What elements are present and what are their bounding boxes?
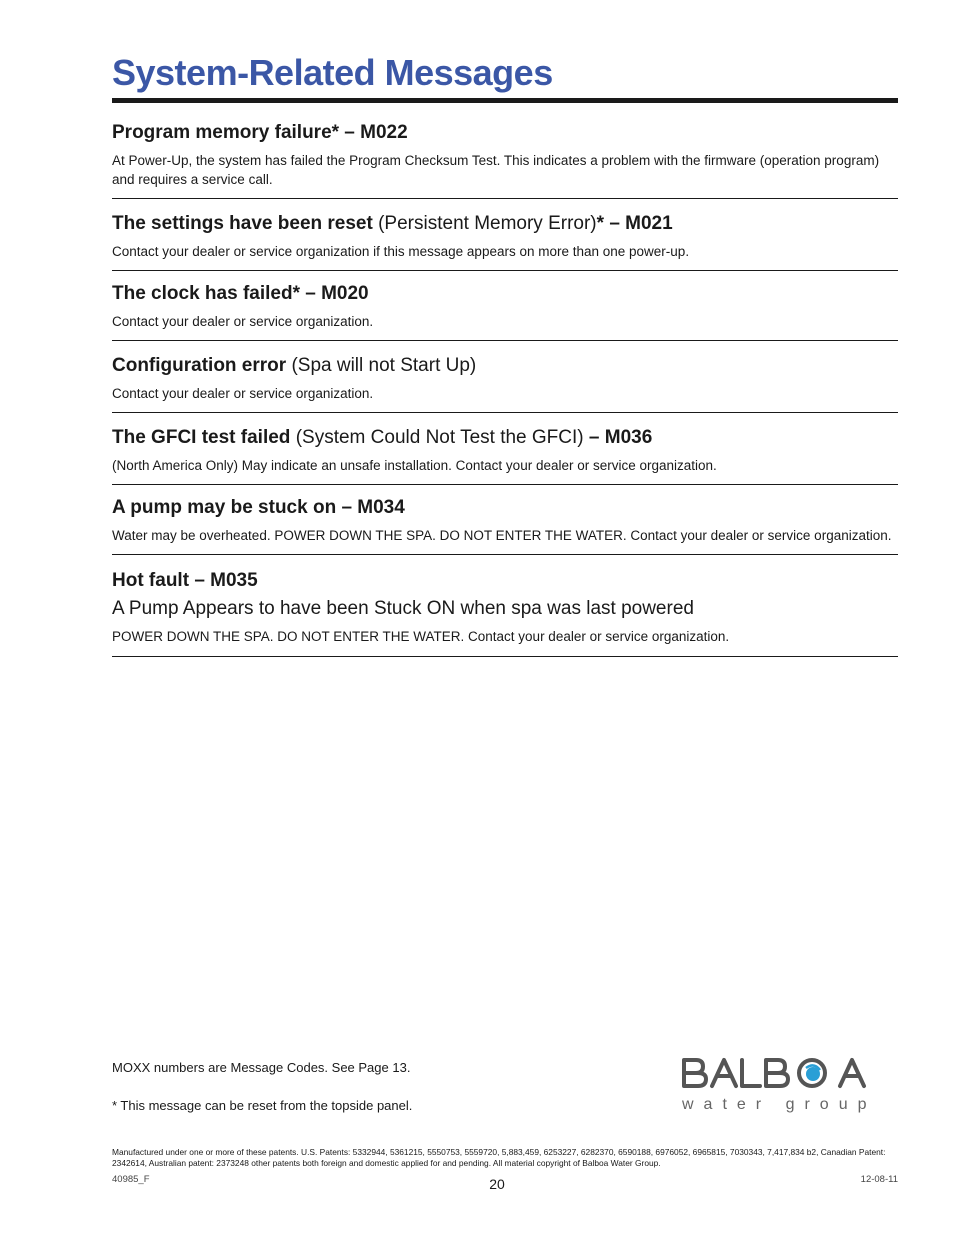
logo-subtitle: water group [682,1096,877,1113]
document-date: 12-08-11 [860,1174,898,1185]
section-body: Water may be overheated. POWER DOWN THE SPA. DO NOT ENTER THE WATER. Contact your dealer or service organization. [112,528,892,543]
section-divider [112,484,898,485]
heading-normal: (System Could Not Test the GFCI) [290,427,589,448]
message-section-m034 [112,496,898,545]
heading-code: – M036 [588,427,653,448]
section-body: At Power-Up, the system has failed the Program Checksum Test. This indicates a problem with the firmware (operation program) and requires a service call. [112,153,880,187]
page-number: 20 [489,1176,505,1192]
message-section-m020 [112,282,898,331]
title-divider [112,98,898,103]
section-divider [112,412,898,413]
heading-bold: Hot fault – M035 [112,570,258,591]
message-section-config-error [112,354,898,403]
heading-bold: Configuration error [112,355,287,376]
section-body: Contact your dealer or service organization. [112,386,374,401]
heading-bold: Program memory failure* – M022 [112,122,408,143]
message-section-m035 [112,569,898,646]
section-body: Contact your dealer or service organization if this message appears on more than one power-up. [112,244,690,259]
section-divider [112,198,898,199]
message-section-m036 [112,426,898,475]
message-section-m022 [112,121,898,189]
heading-code: * – M021 [596,213,673,234]
reset-note: * This message can be reset from the topside panel. [112,1098,413,1113]
section-heading [112,569,898,593]
heading-normal: (Persistent Memory Error) [372,213,597,234]
heading-bold: The GFCI test failed [112,427,291,448]
balboa-logo [680,1054,900,1118]
section-body: POWER DOWN THE SPA. DO NOT ENTER THE WATER. Contact your dealer or service organization. [112,629,730,644]
heading-bold: A pump may be stuck on – M034 [112,497,405,518]
section-divider [112,554,898,555]
section-heading [112,282,898,306]
section-body: (North America Only) May indicate an unsafe installation. Contact your dealer or service organization. [112,458,717,473]
section-subheading: A Pump Appears to have been Stuck ON when spa was last powered [112,598,694,619]
message-code-note: MOXX numbers are Message Codes. See Page 13. [112,1060,411,1075]
page-title: System-Related Messages [112,52,553,93]
section-divider [112,656,898,657]
section-heading [112,496,898,520]
document-id: 40985_F [112,1174,150,1185]
section-divider [112,270,898,271]
section-divider [112,340,898,341]
heading-normal: (Spa will not Start Up) [286,355,477,376]
section-heading [112,212,898,236]
patent-notice: Manufactured under one or more of these patents. U.S. Patents: 5332944, 5361215, 5550753, 5559720, 5,883,459, 6253227, 6282370, 6590188, 6976052, 6965815, 7030343, 7,417,834 b2, Canadian Patent: 2342614, Australian patent: 2373248 other patents both foreign and domestic applied for and pending. All material copyright of Balboa Water Group. [112,1147,886,1168]
section-heading [112,121,898,145]
section-heading [112,354,898,378]
message-section-m021 [112,212,898,261]
heading-bold: The clock has failed* – M020 [112,283,369,304]
section-body: Contact your dealer or service organization. [112,314,374,329]
section-heading [112,426,898,450]
heading-bold: The settings have been reset [112,213,373,234]
